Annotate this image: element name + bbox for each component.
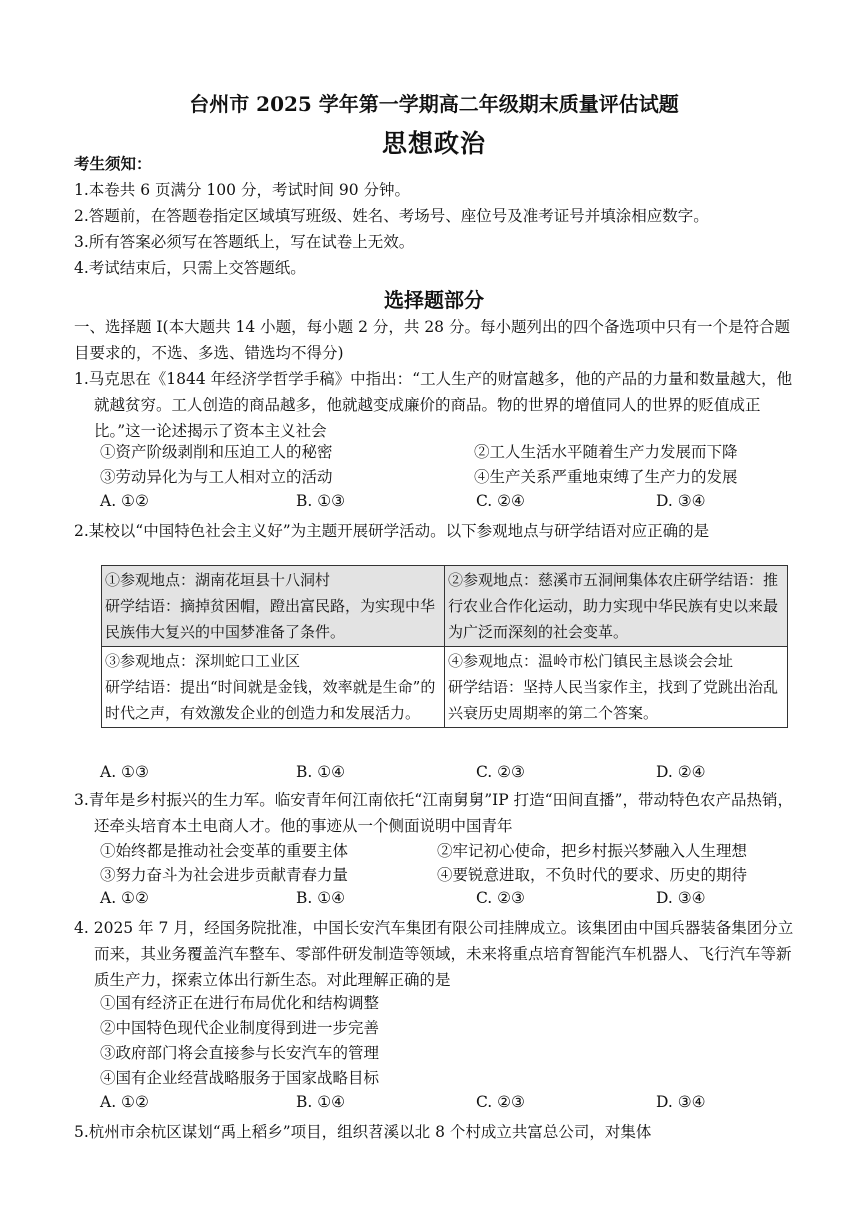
choice-b[interactable]: B. ①④	[296, 1093, 346, 1111]
choice-a[interactable]: A. ①②	[100, 492, 149, 510]
choice-b[interactable]: B. ①④	[296, 889, 346, 907]
question-3-item: ①始终都是推动社会变革的重要主体	[100, 842, 349, 860]
choice-c[interactable]: C. ②③	[476, 763, 525, 781]
table-cell: ③参观地点：深圳蛇口工业区 研学结语：提出“时间就是金钱，效率就是生命”的时代之声，有效激发企业的创造力和发展活力。	[102, 647, 445, 728]
choice-d[interactable]: D. ③④	[656, 1093, 706, 1111]
question-5-stem: 5.杭州市余杭区谋划“禹上稻乡”项目，组织苕溪以北 8 个村成立共富总公司，对集体	[74, 1123, 652, 1141]
choice-c[interactable]: C. ②③	[476, 1093, 525, 1111]
question-4-stem	[74, 915, 800, 993]
notice-item: 2.答题前，在答题卷指定区域填写班级、姓名、考场号、座位号及准考证号并填涂相应数字。	[74, 207, 709, 225]
choice-c[interactable]: C. ②③	[476, 889, 525, 907]
question-3-item: ④要锐意进取，不负时代的要求、历史的期待	[437, 866, 748, 884]
question-1-stem	[74, 366, 800, 444]
choice-a[interactable]: A. ①③	[100, 763, 149, 781]
choice-a[interactable]: A. ①②	[100, 889, 149, 907]
exam-title: 台州市 2025 学年第一学期高二年级期末质量评估试题	[189, 92, 679, 116]
question-3-text: 3.青年是乡村振兴的生力军。临安青年何江南依托“江南舅舅”IP 打造“田间直播”，带动特色农产品热销，还牵头培育本土电商人才。他的事迹从一个侧面说明中国青年	[74, 791, 793, 835]
question-1-item: ②工人生活水平随着生产力发展而下降	[474, 443, 738, 461]
question-4-item: ①国有经济正在进行布局优化和结构调整	[100, 994, 380, 1012]
notice-item: 4.考试结束后，只需上交答题纸。	[74, 259, 306, 277]
question-1-item: ①资产阶级剥削和压迫工人的秘密	[100, 443, 333, 461]
choice-b[interactable]: B. ①④	[296, 763, 346, 781]
notice-item: 1.本卷共 6 页满分 100 分，考试时间 90 分钟。	[74, 181, 411, 199]
question-1-choices	[100, 492, 800, 516]
notice-item: 3.所有答案必须写在答题纸上，写在试卷上无效。	[74, 233, 415, 251]
choice-d[interactable]: D. ③④	[656, 492, 706, 510]
question-3-item: ②牢记初心使命，把乡村振兴梦融入人生理想	[437, 842, 748, 860]
question-2-stem	[74, 518, 800, 544]
choice-c[interactable]: C. ②④	[476, 492, 525, 510]
notice-heading: 考生须知：	[74, 154, 152, 173]
subject-title: 思想政治	[381, 129, 486, 158]
choice-d[interactable]: D. ③④	[656, 889, 706, 907]
question-2-text: 2.某校以“中国特色社会主义好”为主题开展研学活动。以下参观地点与研学结语对应正确的是	[74, 522, 710, 540]
question-3-item: ③努力奋斗为社会进步贡献青春力量	[100, 866, 349, 884]
question-4-text: 4. 2025 年 7 月，经国务院批准，中国长安汽车集团有限公司挂牌成立。该集团由中国兵器装备集团分立而来，其业务覆盖汽车整车、零部件研发制造等领域，未来将重点培育智能汽车机器人、飞行汽车等新质生产力，探索立体出行新生态。对此理解正确的是	[74, 919, 794, 989]
question-2-choices	[100, 763, 800, 787]
table-cell: ④参观地点：温岭市松门镇民主恳谈会会址 研学结语：坚持人民当家作主，找到了党跳出治乱兴衰历史周期率的第二个答案。	[445, 647, 788, 728]
question-3-choices	[100, 889, 800, 913]
question-1-text: 1.马克思在《1844 年经济学哲学手稿》中指出：“工人生产的财富越多，他的产品的力量和数量越大，他就越贫穷。工人创造的商品越多，他就越变成廉价的商品。物的世界的增值同人的世界的贬值成正比。”这一论述揭示了资本主义社会	[74, 370, 793, 440]
table-cell: ②参观地点：慈溪市五洞闸集体农庄研学结语：推行农业合作化运动，助力实现中华民族有史以来最为广泛而深刻的社会变革。	[445, 566, 788, 647]
question-3-stem	[74, 787, 800, 839]
choice-d[interactable]: D. ②④	[656, 763, 706, 781]
section-intro: 一、选择题 Ⅰ(本大题共 14 小题，每小题 2 分，共 28 分。每小题列出的四个备选项中只有一个是符合题目要求的，不选、多选、错选均不得分)	[74, 318, 790, 362]
question-4-item: ②中国特色现代企业制度得到进一步完善	[100, 1019, 380, 1037]
section-title: 选择题部分	[384, 288, 484, 312]
question-4-item: ④国有企业经营战略服务于国家战略目标	[100, 1069, 380, 1087]
choice-a[interactable]: A. ①②	[100, 1093, 149, 1111]
question-2-table	[101, 565, 788, 728]
table-cell: ①参观地点：湖南花垣县十八洞村 研学结语：摘掉贫困帽，蹬出富民路，为实现中华民族伟大复兴的中国梦准备了条件。	[102, 566, 445, 647]
question-1-item: ③劳动异化为与工人相对立的活动	[100, 468, 333, 486]
question-1-item: ④生产关系严重地束缚了生产力的发展	[474, 468, 738, 486]
question-4-choices	[100, 1093, 800, 1117]
question-4-item: ③政府部门将会直接参与长安汽车的管理	[100, 1044, 380, 1062]
choice-b[interactable]: B. ①③	[296, 492, 346, 510]
